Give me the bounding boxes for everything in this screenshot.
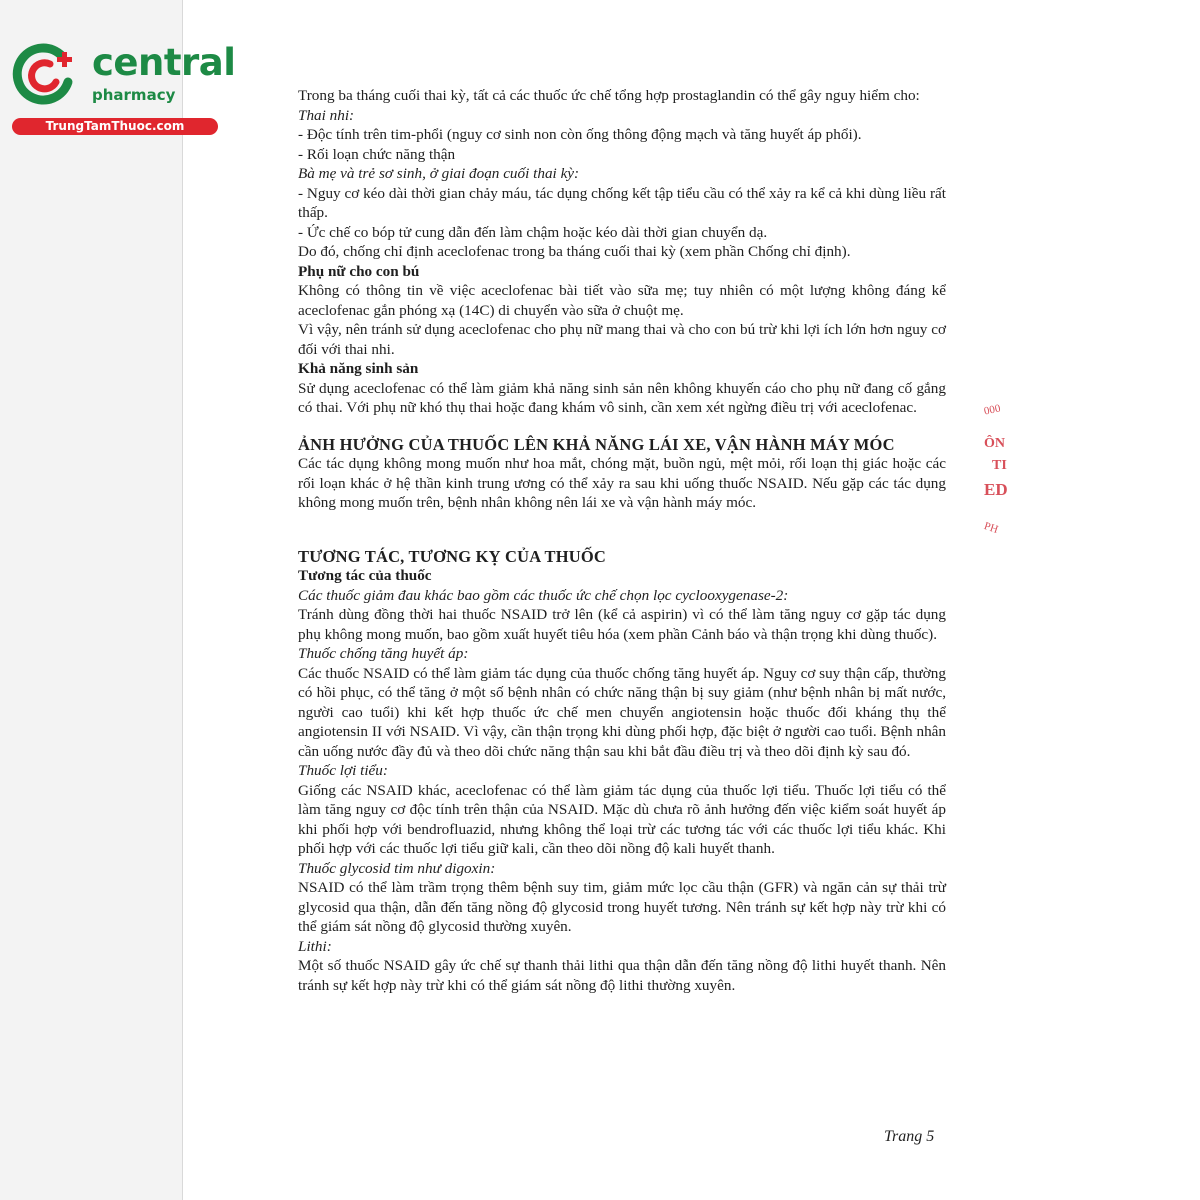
logo-name: central [92,41,236,84]
paragraph: - Rối loạn chức năng thận [298,145,456,163]
paragraph: Một số thuốc NSAID gây ức chế sự thanh thải lithi qua thận dẫn đến tăng nồng độ lithi huyết thanh. Nên tránh sự kết hợp này trừ khi có thể giám sát nồng độ lithi thường xuyên. [298,957,946,994]
subheading: Các thuốc giảm đau khác bao gồm các thuốc ức chế chọn lọc cyclooxygenase-2: [298,586,789,604]
section-heading: TƯƠNG TÁC, TƯƠNG KỴ CỦA THUỐC [298,546,607,566]
paragraph: Tránh dùng đồng thời hai thuốc NSAID trở lên (kể cả aspirin) vì có thể làm tăng nguy cơ gặp tác dụng phụ không mong muốn, bao gồm xuất huyết tiêu hóa (xem phần Cảnh báo và thận trọng khi dùng thuốc). [298,606,946,643]
logo-url: TrungTamThuoc.com [12,118,218,135]
paragraph: Vì vậy, nên tránh sử dụng aceclofenac cho phụ nữ mang thai và cho con bú trừ khi lợi ích lớn hơn nguy cơ đối với thai nhi. [298,321,946,358]
paragraph: NSAID có thể làm trầm trọng thêm bệnh suy tim, giảm mức lọc cầu thận (GFR) và ngăn cản sự thải trừ glycosid qua thận, dẫn đến tăng nồng độ glycosid trong huyết tương. Nên tránh sự kết hợp này trừ khi có thể giám sát nồng độ glycosid thường xuyên. [298,879,946,935]
document-body [298,86,946,995]
subheading: Bà mẹ và trẻ sơ sinh, ở giai đoạn cuối thai kỳ: [298,165,580,182]
section-title: Phụ nữ cho con bú [298,262,420,280]
paragraph: - Nguy cơ kéo dài thời gian chảy máu, tác dụng chống kết tập tiểu cầu có thể xảy ra kể cả khi dùng liều rất thấp. [298,184,946,221]
paragraph: Không có thông tin về việc aceclofenac bài tiết vào sữa mẹ; tuy nhiên có một lượng không đáng kể aceclofenac gắn phóng xạ (14C) di chuyển vào sữa ở chuột mẹ. [298,282,946,319]
logo-tagline: pharmacy [92,86,176,104]
subheading: Lithi: [298,937,332,955]
paragraph: Sử dụng aceclofenac có thể làm giảm khả năng sinh sản nên không khuyến cáo cho phụ nữ đang cố gắng có thai. Với phụ nữ khó thụ thai hoặc đang khám vô sinh, cần xem xét ngừng điều trị với aceclofenac. [298,379,946,416]
page-number: Trang 5 [884,1128,935,1145]
stamp-remnant [984,398,1024,548]
paragraph-gap [298,513,946,530]
paragraph: Trong ba tháng cuối thai kỳ, tất cả các thuốc ức chế tổng hợp prostaglandin có thể gây nguy hiểm cho: [298,87,920,104]
section-title: Khả năng sinh sản [298,360,419,377]
paragraph: Giống các NSAID khác, aceclofenac có thể làm giảm tác dụng của thuốc lợi tiểu. Thuốc lợi tiểu có thể làm tăng nguy cơ độc tính trên thận của NSAID. Mặc dù chưa rõ ảnh hưởng đến việc kiểm soát huyết áp khi phối hợp với bendrofluazid, nhưng không thể loại trừ các tương tác với các thuốc lợi tiểu khác. Khi phối hợp với các thuốc lợi tiểu giữ kali, cần theo dõi nồng độ kali huyết thanh. [298,781,946,857]
paragraph: Các tác dụng không mong muốn như hoa mắt, chóng mặt, buồn ngủ, mệt mỏi, rối loạn thị giác hoặc các rối loạn khác ở hệ thần kinh trung ương có thể xảy ra sau khi uống thuốc NSAID. Nếu gặp các tác dụng không mong muốn trên, bệnh nhân không nên lái xe và vận hành máy móc. [298,455,946,511]
subheading: Thuốc chống tăng huyết áp: [298,645,469,662]
stamp-fragment: PH [982,520,1000,536]
paragraph: - Độc tính trên tim-phổi (nguy cơ sinh non còn ống thông động mạch và tăng huyết áp phổi). [298,126,862,143]
subheading: Thai nhi: [298,106,355,124]
subheading: Thuốc glycosid tim như digoxin: [298,859,496,877]
section-title: Tương tác của thuốc [298,567,432,584]
section-heading: ẢNH HƯỞNG CỦA THUỐC LÊN KHẢ NĂNG LÁI XE, VẬN HÀNH MÁY MÓC [298,434,895,454]
paragraph: Do đó, chống chỉ định aceclofenac trong ba tháng cuối thai kỳ (xem phần Chống chỉ định). [298,243,851,260]
stamp-fragment: 000 [982,402,1002,418]
pharmacy-cross-icon [10,38,82,110]
paragraph: - Ức chế co bóp tử cung dẫn đến làm chậm hoặc kéo dài thời gian chuyển dạ. [298,223,768,241]
central-pharmacy-logo [10,36,236,136]
paragraph: Các thuốc NSAID có thể làm giảm tác dụng của thuốc chống tăng huyết áp. Nguy cơ suy thận cấp, thường có hồi phục, có thể tăng ở một số bệnh nhân có chức năng thận bị suy giảm (như bệnh nhân bị mất nước, người cao tuổi) khi kết hợp thuốc ức chế men chuyển angiotensin hoặc thuốc đối kháng thụ thể angiotensin II với NSAID. Vì vậy, cần thận trọng khi dùng phối hợp, đặc biệt ở người cao tuổi. Bệnh nhân cần uống nước đầy đủ và theo dõi chức năng thận sau khi bắt đầu điều trị và theo dõi định kỳ sau đó. [298,664,946,760]
stamp-fragment: ED [984,480,1008,499]
stamp-fragment: TI [992,458,1007,473]
stamp-fragment: ÔN [984,436,1005,451]
subheading: Thuốc lợi tiểu: [298,762,388,779]
